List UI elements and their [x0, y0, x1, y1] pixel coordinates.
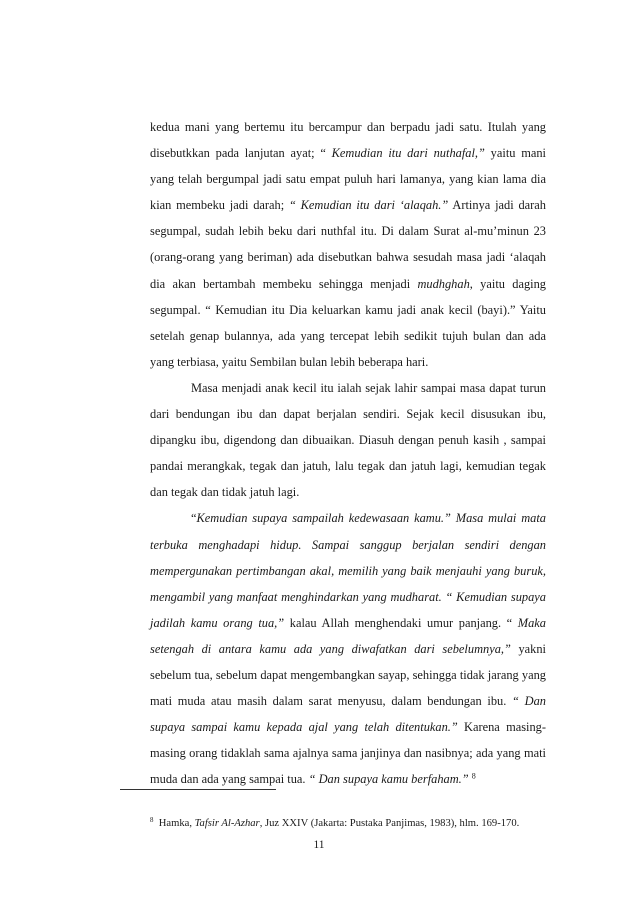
text-run: Karena masing-masing orang tidaklah sama ajalnya sama janjinya dan nasibnya; ada yang mati muda dan ada yang sampai tua. [150, 720, 546, 787]
body-text [150, 114, 546, 792]
footnote [150, 817, 519, 831]
paragraph [150, 375, 546, 505]
footnote-citation: , Juz XXIV (Jakarta: Pustaka Panjimas, 1983), hlm. 169-170. [259, 818, 520, 829]
text-run: , yaitu daging segumpal. “ Kemudian itu Dia keluarkan kamu jadi anak kecil (bayi).” Yaitu setelah genap bulannya, ada yang tercepat lebih sedikit tujuh bulan dan ada yang terbiasa, yaitu Sembilan bulan lebih beberapa hari. [150, 276, 546, 369]
footnote-title: Tafsir Al-Azhar [194, 818, 260, 829]
text-run: Artinya jadi darah segumpal, sudah lebih beku dari nuthfal itu. Di dalam Surat al-mu’minun 23 (orang-orang yang beriman) ada disebutkan bahwa sesudah masa jadi ‘alaqah dia akan bertambah membeku sehingga menjadi [150, 198, 546, 291]
italic-quote: Kemudian itu dari nuthafal,” [331, 146, 485, 161]
text-run: yakni sebelum tua, sebelum dapat mengembangkan sayap, sehingga tidak jarang yang mati muda atau masih dalam sarat menyusu, dalam bendungan ibu. [150, 641, 546, 709]
text-run: Masa menjadi anak kecil itu ialah sejak lahir sampai masa dapat turun dari bendungan ibu dan dapat berjalan sendiri. Sejak kecil disusukan ibu, dipangku ibu, digendong dan dibuaikan. Diasuh dengan penuh kasih , sampai pandai merangkak, tegak dan jatuh, lalu tegak dan jatuh lagi, kemudian tegak dan tegak dan tidak jatuh lagi. [150, 380, 546, 500]
paragraph [150, 114, 546, 375]
text-run: “ [191, 511, 197, 526]
footnote-number: 8 [150, 817, 154, 825]
italic-term: mudhghah [417, 276, 470, 291]
page-number: 11 [313, 839, 325, 851]
footnote-marker[interactable]: 8 [471, 771, 476, 781]
italic-quote: “ Kemudian itu dari ‘alaqah.” [288, 198, 449, 213]
italic-quote: Maka setengah di antara kamu ada yang diwafatkan dari sebelumnya,” [150, 615, 546, 656]
text-run: kalau Allah menghendaki umur panjang. “ [284, 615, 518, 630]
italic-quote: Kemudian supaya sampailah kedewasaan kamu.” Masa mulai mata terbuka menghadapi hidup. Sampai sanggup berjalan sendiri dengan mempergunakan pertimbangan akal, memilih yang baik menjauhi yang buruk, mengambil yang manfaat menghindarkan yang mudharat. “ Kemudian supaya jadilah kamu orang tua,” [150, 511, 546, 630]
text-run: yaitu mani yang telah bergumpal jadi satu empat puluh hari lamanya, yang kian lama dia kian membeku jadi darah; [150, 146, 546, 213]
footnote-author: Hamka, [158, 818, 195, 829]
footnote-separator [120, 789, 276, 790]
italic-quote: “ Dan supaya sampai kamu kepada ajal yang telah ditentukan.” [150, 694, 546, 735]
italic-quote: “ Dan supaya kamu berfaham.” [308, 772, 469, 787]
text-run: kedua mani yang bertemu itu bercampur dan berpadu jadi satu. Itulah yang disebutkkan pada lanjutan ayat; “ [150, 120, 546, 161]
paragraph [150, 505, 546, 792]
